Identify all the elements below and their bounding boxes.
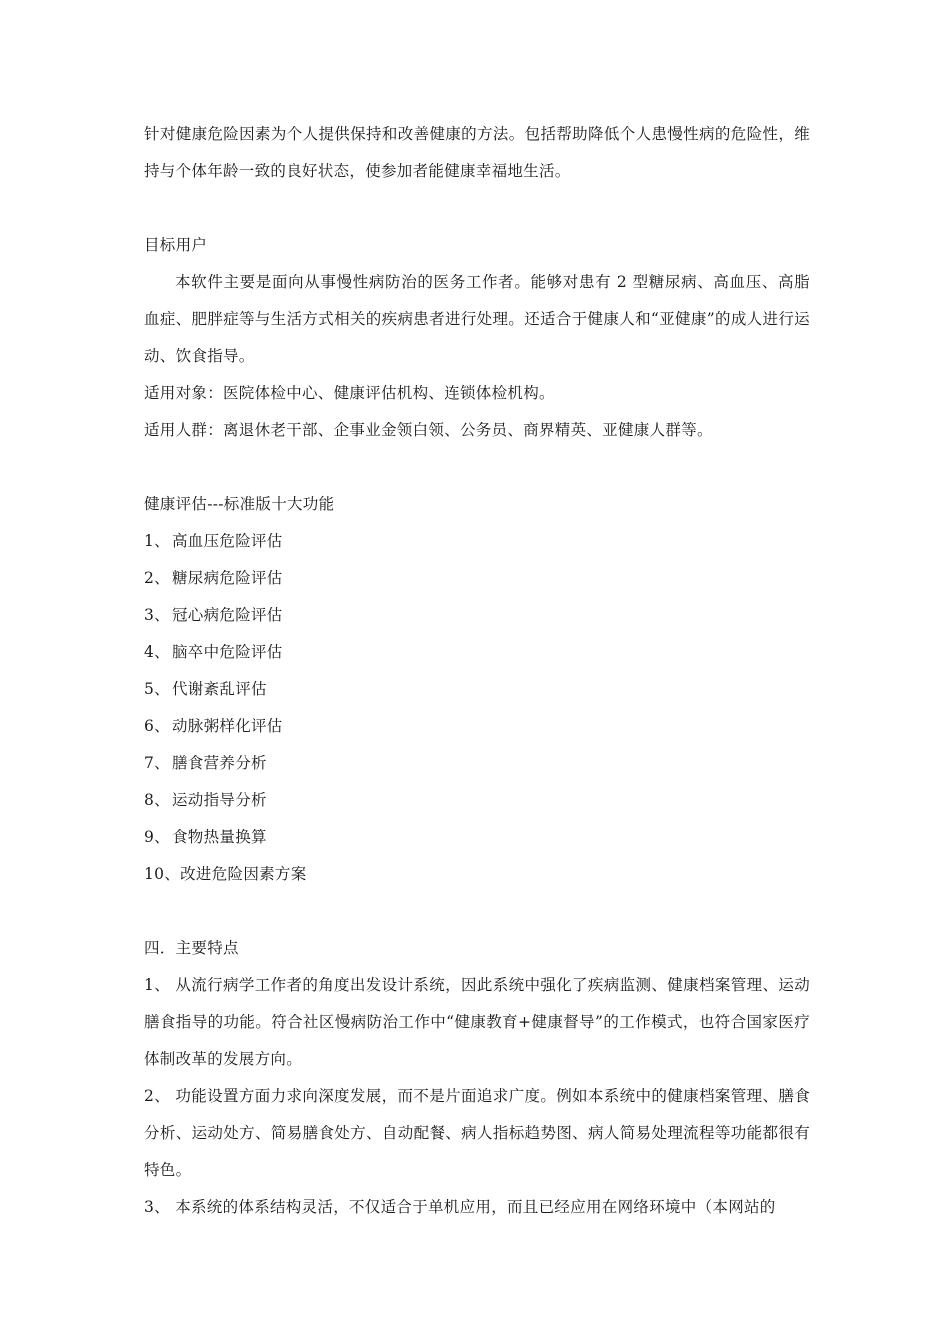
function-item-10 [144, 856, 307, 893]
function-item-label: 代谢紊乱评估 [172, 680, 267, 698]
function-item-label: 脑卒中危险评估 [172, 643, 283, 661]
function-item-number: 7、 [144, 754, 170, 772]
applicable-objects-line: 适用对象：医院体检中心、健康评估机构、连锁体检机构。 [144, 384, 555, 402]
function-item-4 [144, 634, 283, 671]
intro-paragraph: 针对健康危险因素为个人提供保持和改善健康的方法。包括帮助降低个人患慢性病的危险性，维持与个体年龄一致的良好状态，使参加者能健康幸福地生活。 [144, 125, 810, 180]
functions-heading: 健康评估---标准版十大功能 [144, 495, 335, 513]
function-item-8 [144, 782, 267, 819]
feature-item-1: 1、 从流行病学工作者的角度出发设计系统，因此系统中强化了疾病监测、健康档案管理、运动膳食指导的功能。符合社区慢病防治工作中“健康教育+健康督导”的工作模式，也符合国家医疗体制改革的发展方向。 [144, 976, 810, 1068]
applicable-people-line: 适用人群：离退休老干部、企事业金领白领、公务员、商界精英、亚健康人群等。 [144, 421, 713, 439]
function-item-number: 2、 [144, 569, 170, 587]
function-item-7 [144, 745, 267, 782]
function-item-2 [144, 560, 283, 597]
features-heading: 四．主要特点 [144, 939, 239, 957]
function-item-number: 1、 [144, 532, 170, 550]
function-item-1 [144, 523, 283, 560]
function-item-3 [144, 597, 283, 634]
target-users-paragraph: 本软件主要是面向从事慢性病防治的医务工作者。能够对患有 2 型糖尿病、高血压、高脂血症、肥胖症等与生活方式相关的疾病患者进行处理。还适合于健康人和“亚健康”的成人进行运动、饮食指导。 [144, 273, 810, 365]
function-item-6 [144, 708, 283, 745]
function-item-number: 3、 [144, 606, 170, 624]
function-item-5 [144, 671, 267, 708]
feature-item-2: 2、 功能设置方面力求向深度发展，而不是片面追求广度。例如本系统中的健康档案管理、膳食分析、运动处方、简易膳食处方、自动配餐、病人指标趋势图、病人简易处理流程等功能都很有特色。 [144, 1087, 810, 1179]
target-users-heading: 目标用户 [144, 236, 208, 254]
function-item-number: 6、 [144, 717, 170, 735]
function-item-9 [144, 819, 267, 856]
function-item-label: 糖尿病危险评估 [172, 569, 283, 587]
function-item-number: 5、 [144, 680, 170, 698]
function-item-label: 改进危险因素方案 [180, 865, 307, 883]
function-item-number: 8、 [144, 791, 170, 809]
function-item-number: 10、 [144, 865, 181, 883]
function-item-label: 食物热量换算 [172, 828, 267, 846]
function-item-label: 运动指导分析 [172, 791, 267, 809]
feature-item-3: 3、 本系统的体系结构灵活，不仅适合于单机应用，而且已经应用在网络环境中（本网站的 [144, 1198, 776, 1216]
function-item-label: 高血压危险评估 [172, 532, 283, 550]
function-item-number: 4、 [144, 643, 170, 661]
function-item-label: 膳食营养分析 [172, 754, 267, 772]
function-item-number: 9、 [144, 828, 170, 846]
function-item-label: 动脉粥样化评估 [172, 717, 283, 735]
function-item-label: 冠心病危险评估 [172, 606, 283, 624]
